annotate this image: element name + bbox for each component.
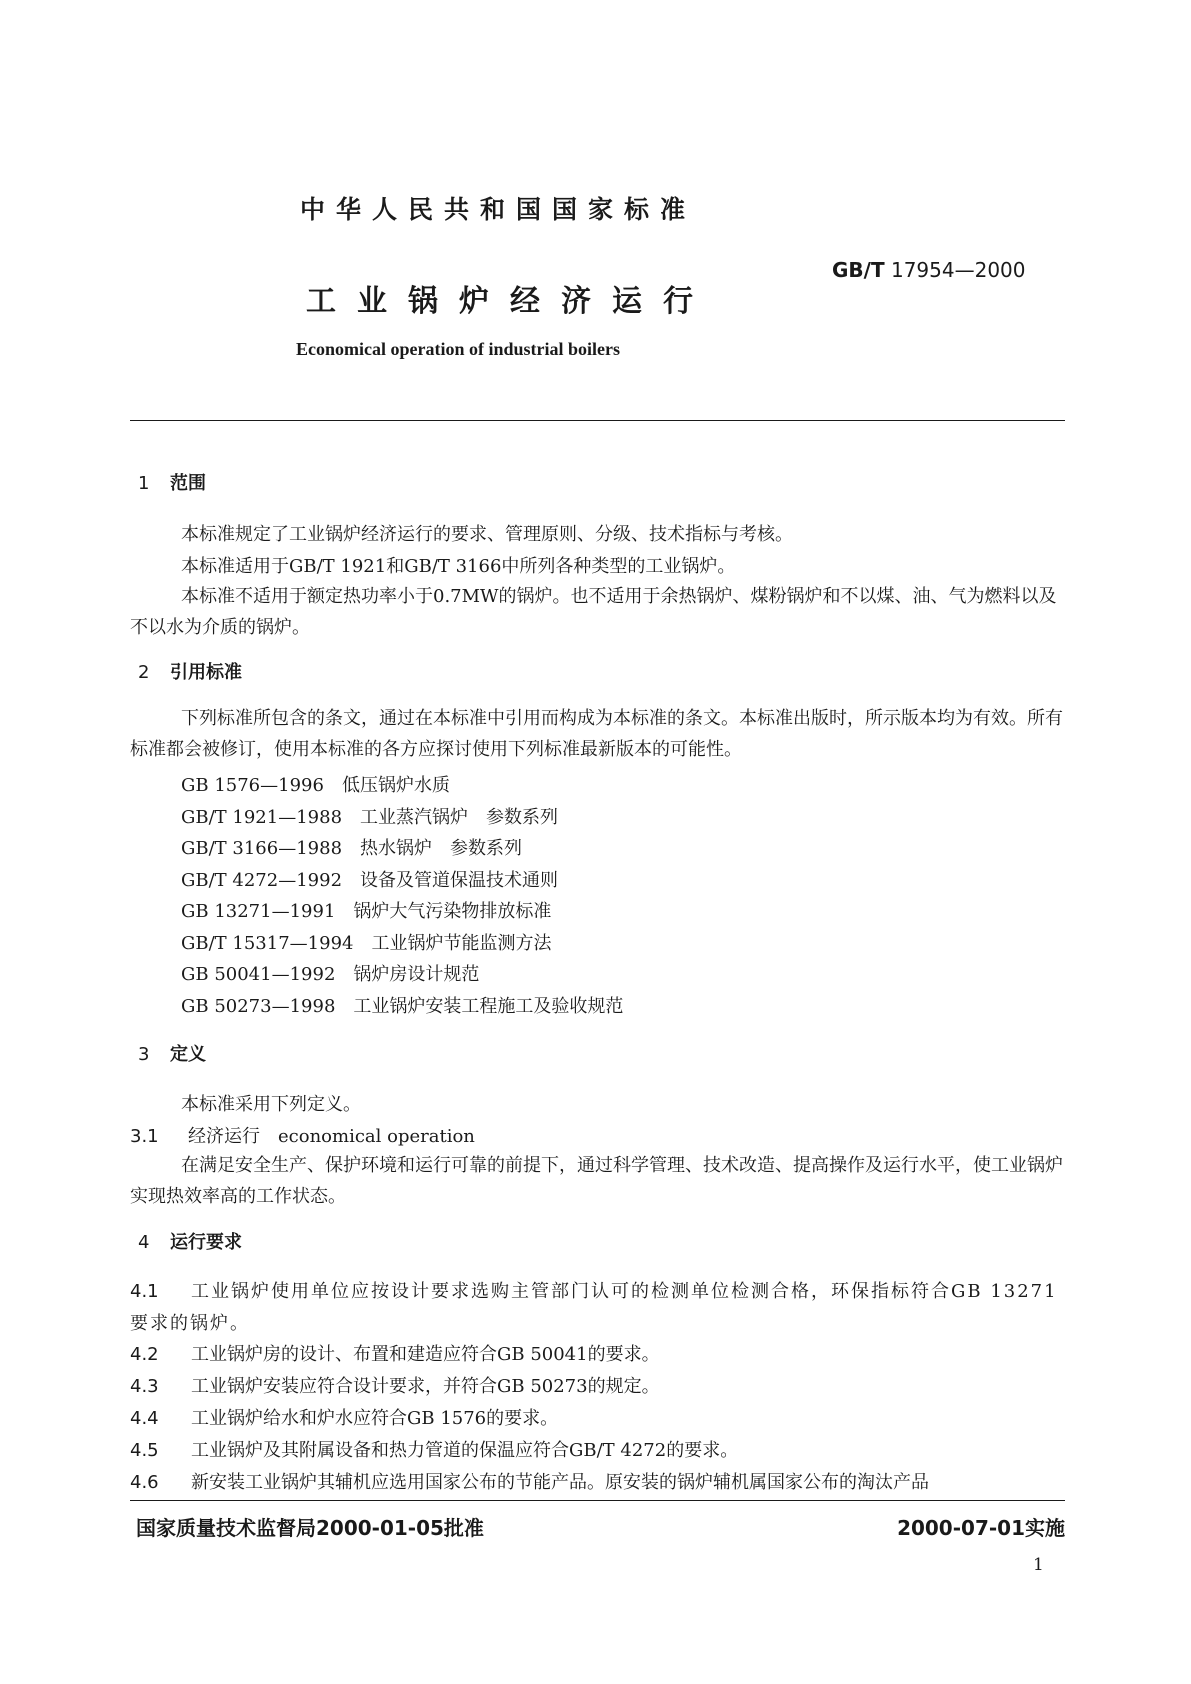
section-3-title: 定义 [170, 1044, 206, 1065]
requirement-text: 工业锅炉房的设计、布置和建造应符合GB 50041的要求。 [191, 1344, 660, 1365]
section-1-paragraph-2: 本标准适用于GB/T 1921和GB/T 3166中所列各种类型的工业锅炉。 [181, 556, 736, 577]
requirement-number: 4.1 [130, 1281, 159, 1302]
requirement-item [130, 1276, 1065, 1340]
definition-number: 3.1 [130, 1126, 159, 1147]
reference-item: GB 50041—1992 锅炉房设计规范 [181, 964, 480, 985]
requirement-text: 工业锅炉安装应符合设计要求，并符合GB 50273的规定。 [191, 1376, 660, 1397]
requirement-item [130, 1436, 738, 1462]
definition-text: 在满足安全生产、保护环境和运行可靠的前提下，通过科学管理、技术改造、提高操作及运行水平，使工业锅炉实现热效率高的工作状态。 [130, 1155, 1063, 1207]
reference-item: GB 1576—1996 低压锅炉水质 [181, 775, 450, 796]
reference-item: GB 50273—1998 工业锅炉安装工程施工及验收规范 [181, 996, 624, 1017]
section-1-title: 范围 [170, 473, 206, 494]
reference-item: GB 13271—1991 锅炉大气污染物排放标准 [181, 901, 552, 922]
requirement-number: 4.5 [130, 1440, 159, 1461]
section-2-paragraph-1: 下列标准所包含的条文，通过在本标准中引用而构成为本标准的条文。本标准出版时，所示版本均为有效。所有标准都会被修订，使用本标准的各方应探讨使用下列标准最新版本的可能性。 [130, 708, 1063, 760]
section-3-paragraph-1: 本标准采用下列定义。 [181, 1094, 361, 1115]
reference-item: GB/T 3166—1988 热水锅炉 参数系列 [181, 838, 523, 859]
requirement-item [130, 1340, 660, 1366]
section-1-heading [138, 469, 206, 495]
section-2-title: 引用标准 [170, 662, 242, 683]
document-title-english: Economical operation of industrial boilers [296, 339, 620, 359]
page-number: 1 [1033, 1555, 1044, 1575]
requirement-text: 工业锅炉及其附属设备和热力管道的保温应符合GB/T 4272的要求。 [191, 1440, 739, 1461]
section-4-number: 4 [138, 1232, 150, 1253]
definition-term: 经济运行 economical operation [188, 1126, 475, 1147]
reference-item: GB/T 4272—1992 设备及管道保温技术通则 [181, 870, 559, 891]
section-4-heading [138, 1228, 242, 1254]
requirement-number: 4.2 [130, 1344, 159, 1365]
definition-3-1 [130, 1122, 475, 1148]
standard-code [832, 258, 1026, 282]
reference-item: GB/T 1921—1988 工业蒸汽锅炉 参数系列 [181, 807, 559, 828]
standard-code-prefix: GB/T [832, 258, 885, 282]
requirement-item [130, 1468, 929, 1494]
section-3-number: 3 [138, 1044, 150, 1065]
requirement-number: 4.3 [130, 1376, 159, 1397]
section-1-paragraph-3: 本标准不适用于额定热功率小于0.7MW的锅炉。也不适用于余热锅炉、煤粉锅炉和不以煤、油、气为燃料以及不以水为介质的锅炉。 [130, 586, 1057, 638]
document-title: 工业锅炉经济运行 [306, 284, 714, 319]
requirement-text: 工业锅炉给水和炉水应符合GB 1576的要求。 [191, 1408, 559, 1429]
section-2-number: 2 [138, 662, 150, 683]
section-3-heading [138, 1040, 206, 1066]
implementation-date: 2000-07-01实施 [897, 1516, 1065, 1540]
section-1-paragraph-1: 本标准规定了工业锅炉经济运行的要求、管理原则、分级、技术指标与考核。 [181, 524, 793, 545]
footer-divider [130, 1500, 1065, 1501]
header-divider [130, 420, 1065, 421]
requirement-item [130, 1372, 660, 1398]
section-2-heading [138, 658, 242, 684]
national-standard-heading: 中华人民共和国国家标准 [300, 195, 697, 224]
standard-code-number: 17954—2000 [890, 258, 1026, 282]
requirement-number: 4.4 [130, 1408, 159, 1429]
section-4-title: 运行要求 [170, 1232, 242, 1253]
reference-item: GB/T 15317—1994 工业锅炉节能监测方法 [181, 933, 552, 954]
requirement-text: 工业锅炉使用单位应按设计要求选购主管部门认可的检测单位检测合格，环保指标符合GB 13271要求的锅炉。 [130, 1281, 1058, 1334]
requirement-number: 4.6 [130, 1472, 159, 1493]
requirement-text: 新安装工业锅炉其辅机应选用国家公布的节能产品。原安装的锅炉辅机属国家公布的淘汰产品 [191, 1472, 929, 1493]
section-1-number: 1 [138, 473, 150, 494]
requirement-item [130, 1404, 558, 1430]
approval-statement: 国家质量技术监督局2000-01-05批准 [136, 1516, 484, 1540]
